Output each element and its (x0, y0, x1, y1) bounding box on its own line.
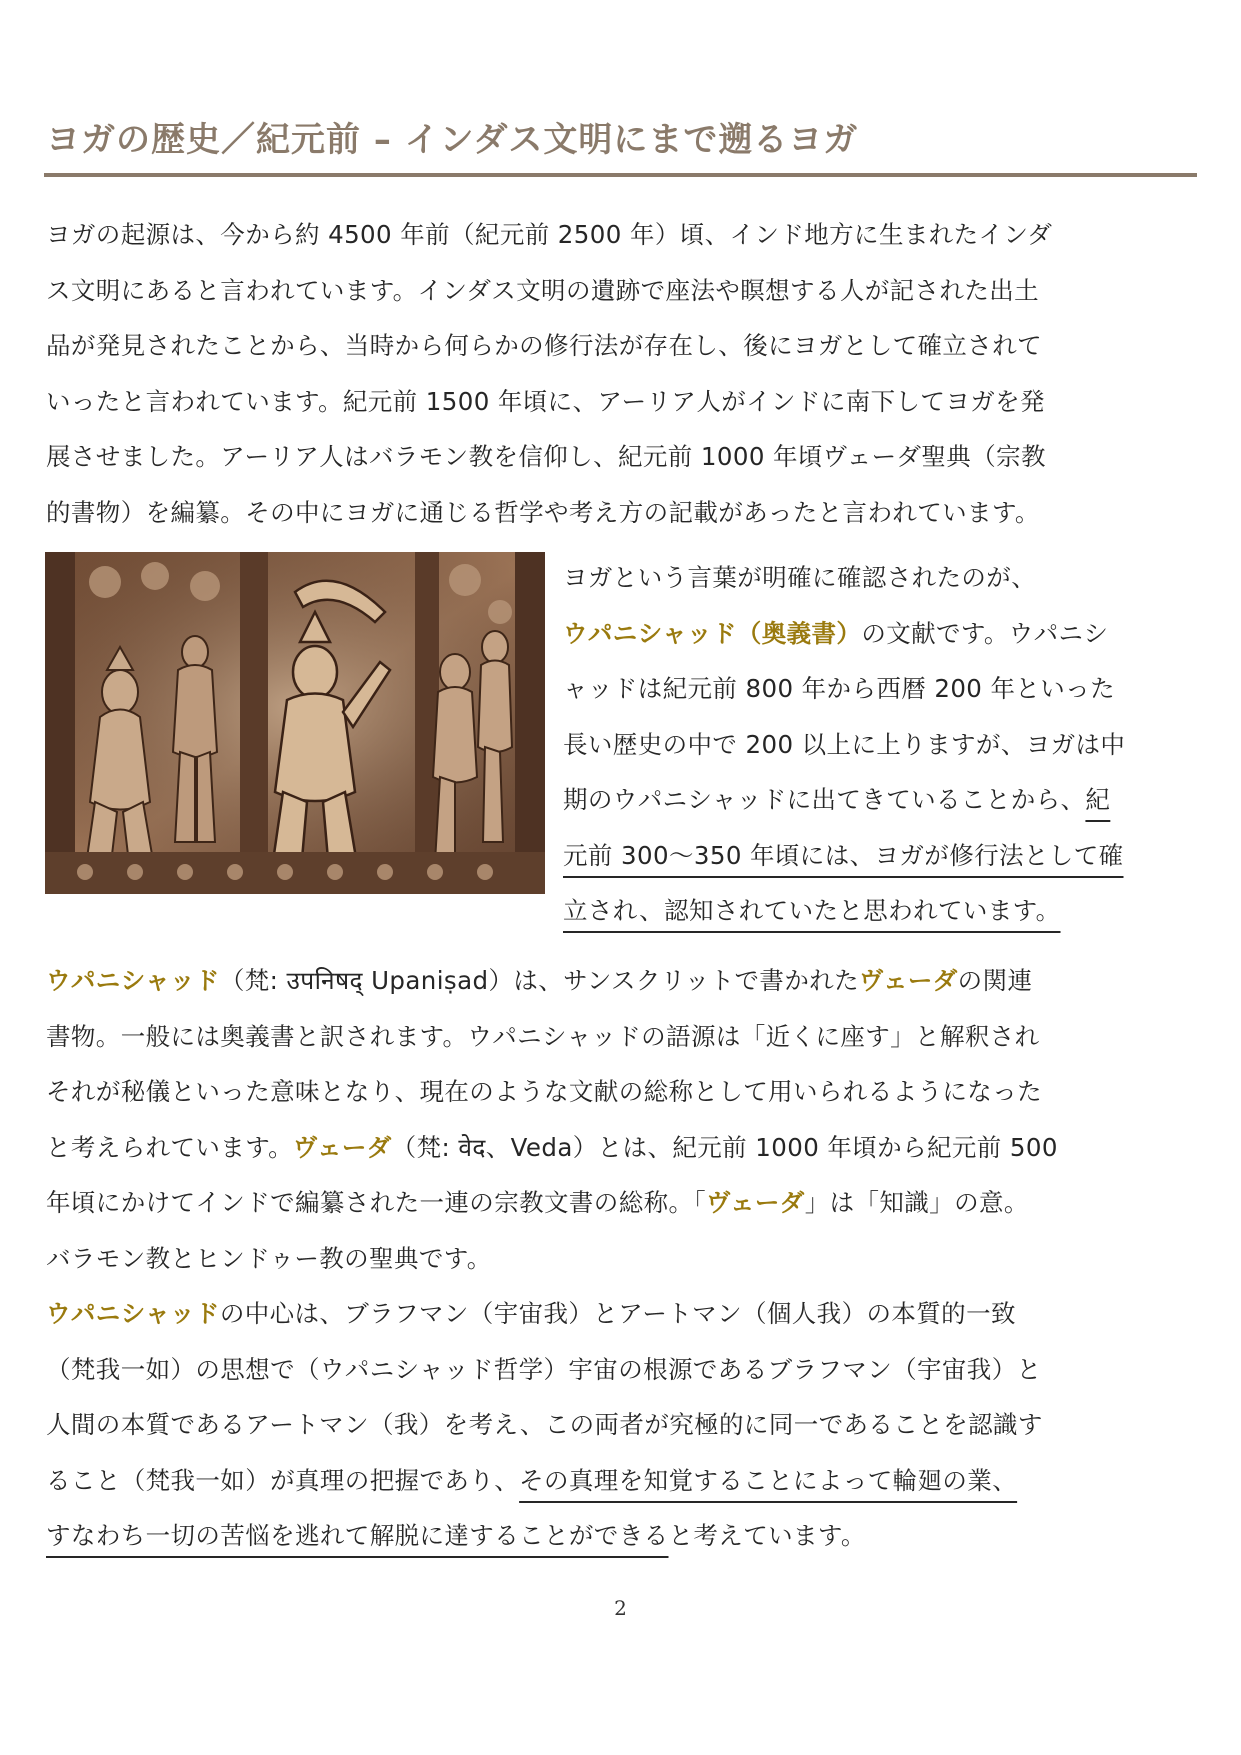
para3-text: ること（梵我一如）が真理の把握であり、 (46, 1465, 520, 1495)
side-line (563, 606, 1125, 662)
para2-line: 書物。一般には奥義書と訳されます。ウパニシャッドの語源は「近くに座す」と解釈され (46, 1021, 1040, 1051)
side-line-text: の文献です。ウパニシ (861, 618, 1109, 648)
veda-term: ヴェーダ (706, 1188, 805, 1217)
para2-line: それが秘儀といった意味となり、現在のような文献の総称として用いられるようになった (46, 1077, 1042, 1106)
upanishad-term: ウパニシャッド (46, 966, 220, 995)
upanishad-term: ウパニシャッド（奥義書） (563, 618, 862, 648)
side-line-text: 期のウパニシャッドに出てきていることから、 (563, 785, 1086, 814)
upanishad-intro-text (563, 550, 1125, 939)
side-line: ヨガという言葉が明確に確認されたのが、 (563, 563, 1037, 592)
intro-line: 品が発見されたことから、当時から何らかの修行法が存在し、後にヨガとして確立されて (46, 331, 1042, 360)
para2-text: 年頃にかけてインドで編纂された一連の宗教文書の総称。「 (46, 1188, 707, 1217)
veda-term: ヴェーダ (293, 1132, 392, 1162)
side-line: 長い歴史の中で 200 以上に上りますが、ヨガは中 (563, 729, 1126, 759)
upanishad-definition-paragraph (46, 953, 1058, 1286)
title-divider (44, 173, 1197, 177)
intro-paragraph (46, 207, 1052, 540)
underlined-text: 紀 (1085, 785, 1111, 814)
underlined-text: 立され、認知されていたと思われています。 (563, 896, 1061, 925)
intro-line: いったと言われています。紀元前 1500 年頃に、アーリア人がインドに南下してヨガを発 (46, 386, 1045, 416)
para2-text: の関連 (957, 966, 1033, 995)
para2-line: バラモン教とヒンドゥー教の聖典です。 (46, 1243, 492, 1273)
para2-line (46, 953, 1058, 1009)
veda-term: ヴェーダ (859, 966, 958, 995)
para3-text: と考えています。 (668, 1521, 866, 1550)
para3-line (46, 1286, 1043, 1342)
brahman-atman-paragraph (46, 1286, 1043, 1564)
intro-line: ス文明にあると言われています。インダス文明の遺跡で座法や瞑想する人が記された出土 (46, 275, 1040, 305)
para2-line (46, 1120, 1058, 1176)
intro-line: ヨガの起源は、今から約 4500 年前（紀元前 2500 年）頃、インド地方に生まれたインダ (46, 220, 1053, 249)
para2-text: （梵: वेद、Veda）とは、紀元前 1000 年頃から紀元前 500 (391, 1132, 1058, 1162)
page-title: ヨガの歴史／紀元前 – インダス文明にまで遡るヨガ (46, 120, 859, 160)
para2-text: と考えられています。 (46, 1132, 294, 1162)
page-number: 2 (614, 1596, 627, 1620)
para2-text: 」は「知識」の意。 (804, 1188, 1029, 1217)
para3-line: 人間の本質であるアートマン（我）を考え、この両者が究極的に同一であることを認識す (46, 1410, 1043, 1439)
para3-line (46, 1453, 1043, 1509)
para3-line: （梵我一如）の思想で（ウパニシャッド哲学）宇宙の根源であるブラフマン（宇宙我）と (46, 1354, 1042, 1384)
side-line: ャッドは紀元前 800 年から西暦 200 年といった (563, 674, 1115, 703)
para3-text: の中心は、ブラフマン（宇宙我）とアートマン（個人我）の本質的一致 (219, 1299, 1016, 1328)
para2-text: （梵: उपनिषद् Upaniṣad）は、サンスクリットで書かれた (219, 966, 860, 995)
underlined-text: すなわち一切の苦悩を逃れて解脱に達することができる (46, 1521, 669, 1550)
intro-line: 的書物）を編纂。その中にヨガに通じる哲学や考え方の記載があったと言われています。 (46, 497, 1040, 527)
side-line (563, 772, 1125, 828)
underlined-text: その真理を知覚することによって輪廻の業、 (519, 1465, 1018, 1495)
para3-line (46, 1508, 1043, 1564)
upanishad-term: ウパニシャッド (46, 1299, 220, 1328)
underlined-text: 元前 300～350 年頃には、ヨガが修行法として確 (563, 840, 1124, 870)
temple-relief-photo (45, 552, 545, 894)
intro-line: 展させました。アーリア人はバラモン教を信仰し、紀元前 1000 年頃ヴェーダ聖典（宗教 (46, 442, 1046, 471)
para2-line (46, 1175, 1058, 1231)
relief-carving-illustration (45, 552, 545, 894)
